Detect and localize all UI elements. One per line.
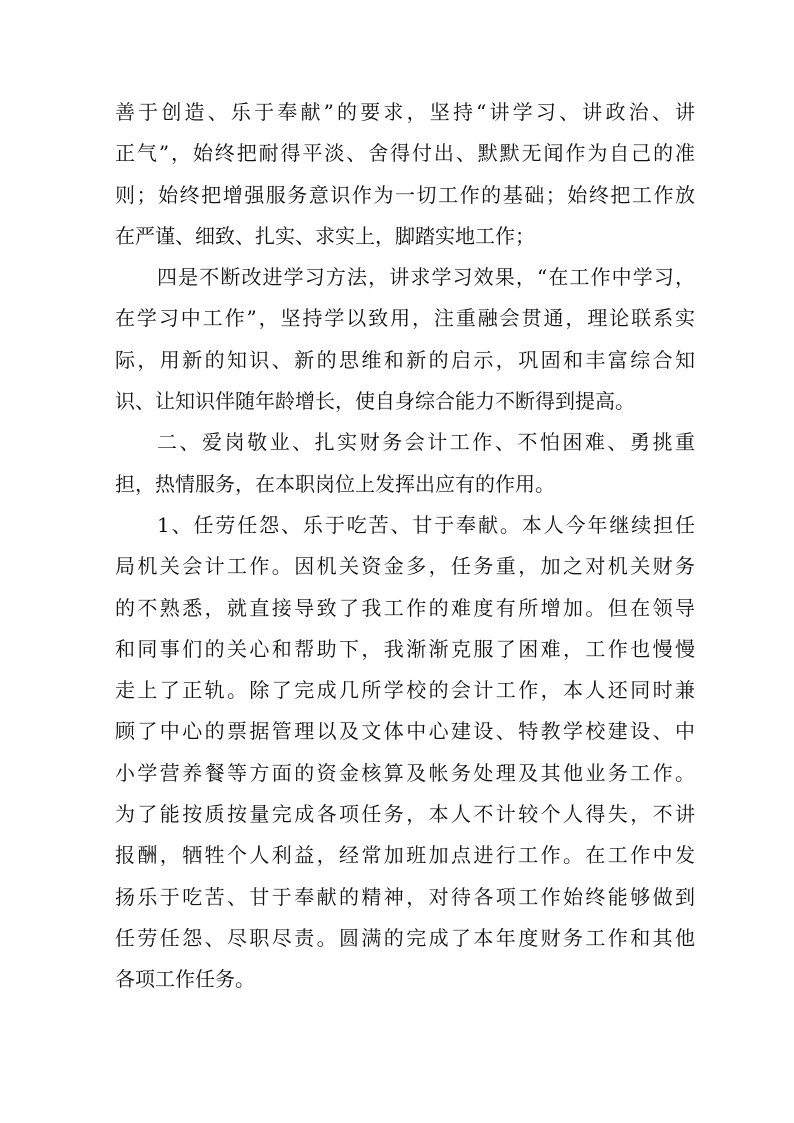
text-line: 在严谨、细致、扎实、求实上，脚踏实地工作； [115, 223, 535, 248]
text-line: 则；始终把增强服务意识作为一切工作的基础；始终把工作放 [115, 182, 695, 207]
text-line: 1、任劳任怨、乐于吃苦、甘于奉献。本人今年继续担任 [157, 512, 695, 537]
text-line: 担，热情服务，在本职岗位上发挥出应有的作用。 [115, 471, 555, 496]
text-line: 正气”，始终把耐得平淡、舍得付出、默默无闻作为自己的准 [115, 141, 695, 166]
text-line: 局机关会计工作。因机关资金多，任务重，加之对机关财务 [115, 554, 695, 579]
text-line: 小学营养餐等方面的资金核算及帐务处理及其他业务工作。 [115, 760, 695, 785]
text-line: 和同事们的关心和帮助下，我渐渐克服了困难，工作也慢慢 [115, 636, 695, 661]
text-line: 报酬，牺牲个人利益，经常加班加点进行工作。在工作中发 [115, 843, 695, 868]
text-line: 各项工作任务。 [115, 967, 255, 992]
text-line: 识、让知识伴随年龄增长，使自身综合能力不断得到提高。 [115, 389, 635, 414]
text-line: 顾了中心的票据管理以及文体中心建设、特教学校建设、中 [115, 719, 695, 744]
text-line: 走上了正轨。除了完成几所学校的会计工作，本人还同时兼 [115, 678, 695, 703]
text-line: 为了能按质按量完成各项任务，本人不计较个人得失，不讲 [115, 802, 695, 827]
text-line: 扬乐于吃苦、甘于奉献的精神，对待各项工作始终能够做到 [115, 884, 695, 909]
text-line: 际，用新的知识、新的思维和新的启示，巩固和丰富综合知 [115, 347, 695, 372]
text-line: 二、爱岗敬业、扎实财务会计工作、不怕困难、勇挑重 [157, 430, 695, 455]
text-line: 的不熟悉，就直接导致了我工作的难度有所增加。但在领导 [115, 595, 695, 620]
text-line: 四是不断改进学习方法，讲求学习效果，“在工作中学习， [157, 265, 695, 290]
text-line: 在学习中工作”，坚持学以致用，注重融会贯通，理论联系实 [115, 306, 695, 331]
document-body [115, 92, 695, 1001]
text-line: 善于创造、乐于奉献”的要求，坚持“讲学习、讲政治、讲 [115, 100, 695, 124]
text-line: 任劳任怨、尽职尽责。圆满的完成了本年度财务工作和其他 [115, 925, 695, 950]
